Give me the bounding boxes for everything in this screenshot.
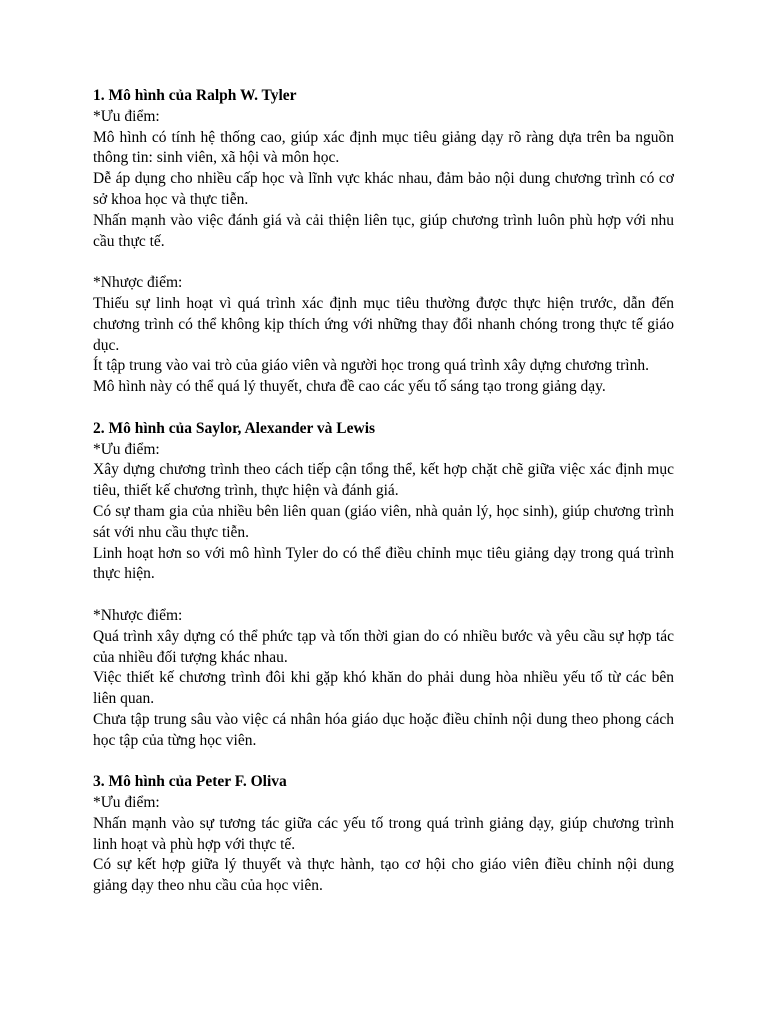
section-1-con-3: Mô hình này có thể quá lý thuyết, chưa đề cao các yếu tố sáng tạo trong giảng dạy. — [93, 378, 606, 396]
section-2-con-1: Quá trình xây dựng có thể phức tạp và tốn thời gian do có nhiều bước và yêu cầu sự hợp tác của nhiều đối tượng khác nhau. — [93, 627, 674, 666]
section-1-cons-heading: *Nhược điểm: — [93, 274, 183, 292]
section-3-pro-1: Nhấn mạnh vào sự tương tác giữa các yếu tố trong quá trình giảng dạy, giúp chương trình linh hoạt và phù hợp với thực tế. — [93, 814, 674, 853]
section-2-con-2: Việc thiết kế chương trình đôi khi gặp khó khăn do phải dung hòa nhiều yếu tố từ các bên liên quan. — [93, 669, 674, 708]
blank-line — [93, 252, 674, 273]
blank-line — [93, 398, 674, 419]
blank-line — [93, 585, 674, 606]
section-1-pro-2: Dễ áp dụng cho nhiều cấp học và lĩnh vực khác nhau, đảm bảo nội dung chương trình có cơ sở khoa học và thực tiễn. — [93, 170, 674, 208]
section-2-cons-heading: *Nhược điểm: — [93, 606, 183, 624]
section-2-title: 2. Mô hình của Saylor, Alexander và Lewis — [93, 419, 376, 437]
section-1-title: 1. Mô hình của Ralph W. Tyler — [93, 87, 297, 104]
section-1-con-2: Ít tập trung vào vai trò của giáo viên và người học trong quá trình xây dựng chương trình. — [93, 357, 649, 375]
section-1-pro-1: Mô hình có tính hệ thống cao, giúp xác định mục tiêu giảng dạy rõ ràng dựa trên ba nguồn thông tin: sinh viên, xã hội và môn học. — [93, 128, 674, 167]
section-3-pro-2: Có sự kết hợp giữa lý thuyết và thực hành, tạo cơ hội cho giáo viên điều chỉnh nội dung giảng dạy theo nhu cầu của học viên. — [93, 856, 674, 895]
section-2-pros-heading: *Ưu điểm: — [93, 440, 160, 458]
section-3-title: 3. Mô hình của Peter F. Oliva — [93, 773, 287, 791]
document-page — [93, 86, 674, 897]
section-2-con-3: Chưa tập trung sâu vào việc cá nhân hóa giáo dục hoặc điều chỉnh nội dung theo phong cách học tập của từng học viên. — [93, 710, 674, 749]
section-1-pros-heading: *Ưu điểm: — [93, 107, 160, 125]
section-1-pro-3: Nhấn mạnh vào việc đánh giá và cải thiện liên tục, giúp chương trình luôn phù hợp với nhu cầu thực tế. — [93, 211, 674, 250]
section-2-pro-2: Có sự tham gia của nhiều bên liên quan (giáo viên, nhà quản lý, học sinh), giúp chương trình sát với nhu cầu thực tiễn. — [93, 502, 674, 541]
blank-line — [93, 752, 674, 773]
section-1-con-1: Thiếu sự linh hoạt vì quá trình xác định mục tiêu thường được thực hiện trước, dẫn đến chương trình có thể không kịp thích ứng với những thay đổi nhanh chóng trong thực tế giáo dục. — [93, 294, 674, 354]
section-2-pro-1: Xây dựng chương trình theo cách tiếp cận tổng thể, kết hợp chặt chẽ giữa việc xác định mục tiêu, thiết kế chương trình, thực hiện và đánh giá. — [93, 461, 674, 500]
section-3-pros-heading: *Ưu điểm: — [93, 794, 160, 812]
section-2-pro-3: Linh hoạt hơn so với mô hình Tyler do có thể điều chỉnh mục tiêu giảng dạy trong quá trình thực hiện. — [93, 544, 674, 583]
